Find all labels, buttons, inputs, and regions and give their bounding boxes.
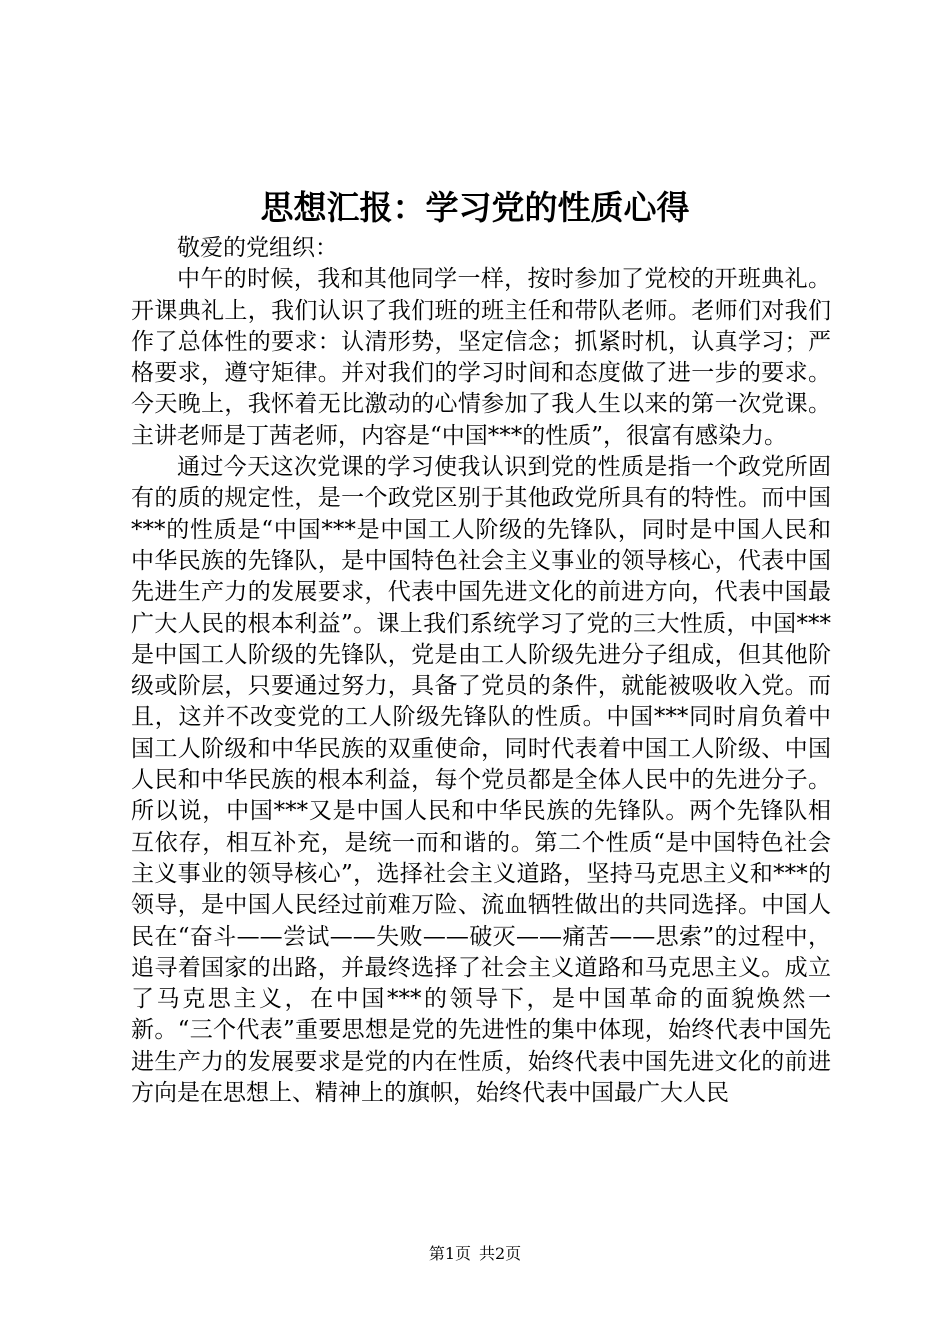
paragraph-1: 中午的时候，我和其他同学一样，按时参加了党校的开班典礼。开课典礼上，我们认识了我们班的班主任和带队老师。老师们对我们作了总体性的要求：认清形势，坚定信念；抓紧时机，认真学习；严格要求，遵守矩律。并对我们的学习时间和态度做了进一步的要求。今天晚上，我怀着无比激动的心情参加了我人生以来的第一次党课。主讲老师是丁茜老师，内容是“中国***的性质”，很富有感染力。 [131,266,831,449]
paragraph-2: 通过今天这次党课的学习使我认识到党的性质是指一个政党所固有的质的规定性，是一个政党区别于其他政党所具有的特性。而中国***的性质是“中国***是中国工人阶级的先锋队，同时是中国人民和中华民族的先锋队，是中国特色社会主义事业的领导核心，代表中国先进生产力的发展要求，代表中国先进文化的前进方向，代表中国最广大人民的根本利益”。课上我们系统学习了党的三大性质，中国***是中国工人阶级的先锋队，党是由工人阶级先进分子组成，但其他阶级或阶层，只要通过努力，具备了党员的条件，就能被吸收入党。而且，这并不改变党的工人阶级先锋队的性质。中国***同时肩负着中国工人阶级和中华民族的双重使命，同时代表着中国工人阶级、中国人民和中华民族的根本利益，每个党员都是全体人民中的先进分子。所以说，中国***又是中国人民和中华民族的先锋队。两个先锋队相互依存，相互补充，是统一而和谐的。第二个性质“是中国特色社会主义事业的领导核心”，选择社会主义道路，坚持马克思主义和***的领导，是中国人民经过前难万险、流血牺牲做出的共同选择。中国人民在“奋斗——尝试——失败——破灭——痛苦——思索”的过程中，追寻着国家的出路，并最终选择了社会主义道路和马克思主义。成立了马克思主义，在中国***的领导下，是中国革命的面貌焕然一新。“三个代表”重要思想是党的先进性的集中体现，始终代表中国先进生产力的发展要求是党的内在性质，始终代表中国先进文化的前进方向是在思想上、精神上的旗帜，始终代表中国最广大人民 [131,454,831,1107]
document-title: 思想汇报：学习党的性质心得 [260,188,690,227]
page-number: 第1页 [428,1244,471,1263]
salutation: 敬爱的党组织： [177,235,338,261]
document-body [131,233,831,1109]
page-footer [0,1243,950,1265]
page-total: 共2页 [479,1244,522,1263]
